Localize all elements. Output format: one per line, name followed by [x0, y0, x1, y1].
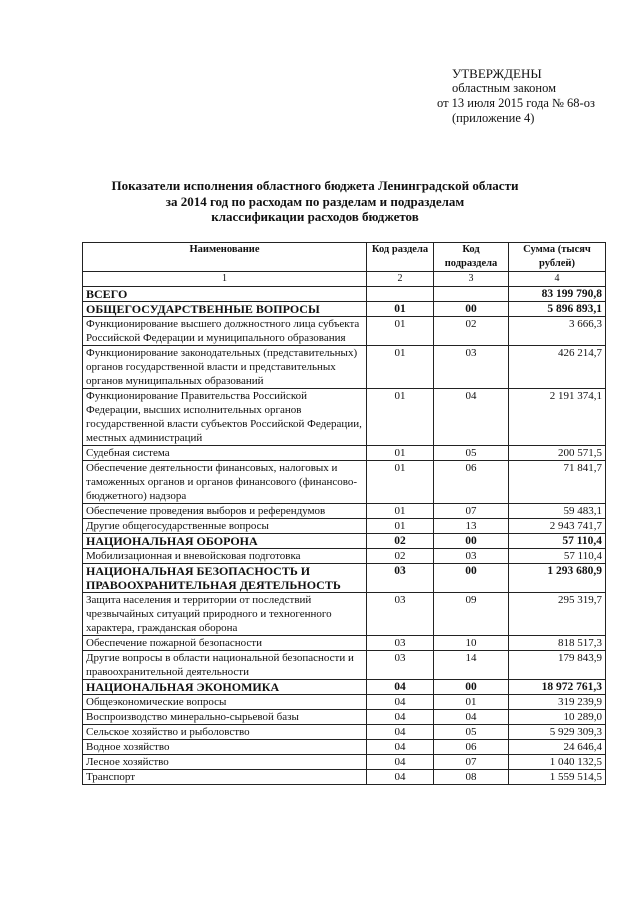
row-sum: 59 483,1: [509, 504, 606, 519]
row-sum: 200 571,5: [509, 446, 606, 461]
column-number: 3: [434, 272, 509, 287]
row-name: Воспроизводство минерально-сырьевой базы: [83, 710, 367, 725]
document-title: [80, 178, 550, 225]
row-section-code: 03: [367, 651, 434, 680]
row-subsection-code: 09: [434, 593, 509, 636]
column-number-row: [83, 272, 606, 287]
row-subsection-code: 10: [434, 636, 509, 651]
row-sum: 24 646,4: [509, 740, 606, 755]
row-sum: 57 110,4: [509, 534, 606, 549]
title-line-1: Показатели исполнения областного бюджета Ленинградской области: [111, 178, 519, 193]
row-name: Транспорт: [83, 770, 367, 785]
header-section-code: Код раздела: [367, 243, 434, 272]
column-number: 1: [83, 272, 367, 287]
row-sum: 1 559 514,5: [509, 770, 606, 785]
row-section-code: 01: [367, 389, 434, 446]
row-sum: 319 239,9: [509, 695, 606, 710]
row-subsection-code: 03: [434, 346, 509, 389]
approval-stamp: [437, 66, 595, 126]
row-section-code: 02: [367, 534, 434, 549]
table-row: [83, 725, 606, 740]
row-section-code: 01: [367, 519, 434, 534]
row-section-code: 04: [367, 680, 434, 695]
row-subsection-code: 07: [434, 755, 509, 770]
column-number: 4: [509, 272, 606, 287]
row-sum: 818 517,3: [509, 636, 606, 651]
title-line-3: классификации расходов бюджетов: [211, 209, 419, 224]
row-sum: 2 191 374,1: [509, 389, 606, 446]
approval-date: от 13 июля 2015 года № 68-оз: [437, 96, 595, 110]
row-sum: 83 199 790,8: [509, 287, 606, 302]
row-subsection-code: 01: [434, 695, 509, 710]
table-row: [83, 317, 606, 346]
row-subsection-code: 04: [434, 710, 509, 725]
row-name: ВСЕГО: [83, 287, 367, 302]
row-section-code: 04: [367, 710, 434, 725]
row-sum: 2 943 741,7: [509, 519, 606, 534]
table-row: [83, 534, 606, 549]
table-row: [83, 636, 606, 651]
row-subsection-code: 06: [434, 740, 509, 755]
table-row: [83, 680, 606, 695]
row-sum: 10 289,0: [509, 710, 606, 725]
row-section-code: 01: [367, 446, 434, 461]
row-section-code: 04: [367, 755, 434, 770]
row-subsection-code: 00: [434, 564, 509, 593]
row-subsection-code: 00: [434, 534, 509, 549]
row-sum: 3 666,3: [509, 317, 606, 346]
header-subsection-code: Код подраздела: [434, 243, 509, 272]
row-section-code: [367, 287, 434, 302]
table-row: [83, 564, 606, 593]
row-subsection-code: 00: [434, 680, 509, 695]
row-name: Мобилизационная и вневойсковая подготовка: [83, 549, 367, 564]
row-sum: 1 293 680,9: [509, 564, 606, 593]
table-row: [83, 389, 606, 446]
row-section-code: 03: [367, 636, 434, 651]
title-line-2: за 2014 год по расходам по разделам и подразделам: [165, 193, 465, 209]
table-row: [83, 651, 606, 680]
row-name: Другие общегосударственные вопросы: [83, 519, 367, 534]
table-row: [83, 593, 606, 636]
row-subsection-code: 08: [434, 770, 509, 785]
row-section-code: 02: [367, 549, 434, 564]
row-sum: 5 896 893,1: [509, 302, 606, 317]
header-sum: Сумма (тысяч рублей): [509, 243, 606, 272]
row-name: Общеэкономические вопросы: [83, 695, 367, 710]
table-row: [83, 710, 606, 725]
approval-appendix: (приложение 4): [452, 111, 535, 125]
row-subsection-code: 04: [434, 389, 509, 446]
row-subsection-code: 05: [434, 446, 509, 461]
row-section-code: 01: [367, 504, 434, 519]
header-name: Наименование: [83, 243, 367, 272]
row-section-code: 03: [367, 593, 434, 636]
row-subsection-code: 06: [434, 461, 509, 504]
table-row: [83, 549, 606, 564]
row-name: Функционирование законодательных (представительных) органов государственной власти и представительных органов муниципальных образований: [83, 346, 367, 389]
approval-heading: УТВЕРЖДЕНЫ: [452, 66, 542, 81]
row-name: ОБЩЕГОСУДАРСТВЕННЫЕ ВОПРОСЫ: [83, 302, 367, 317]
row-subsection-code: 00: [434, 302, 509, 317]
row-subsection-code: 05: [434, 725, 509, 740]
row-name: Сельское хозяйство и рыболовство: [83, 725, 367, 740]
row-sum: 295 319,7: [509, 593, 606, 636]
table-row: [83, 504, 606, 519]
row-section-code: 03: [367, 564, 434, 593]
row-subsection-code: 14: [434, 651, 509, 680]
row-subsection-code: 03: [434, 549, 509, 564]
table-row: [83, 770, 606, 785]
table-row: [83, 695, 606, 710]
row-name: Обеспечение проведения выборов и референдумов: [83, 504, 367, 519]
table-row: [83, 287, 606, 302]
table-row: [83, 346, 606, 389]
row-sum: 71 841,7: [509, 461, 606, 504]
row-sum: 1 040 132,5: [509, 755, 606, 770]
row-section-code: 04: [367, 695, 434, 710]
row-name: НАЦИОНАЛЬНАЯ БЕЗОПАСНОСТЬ И ПРАВООХРАНИТЕЛЬНАЯ ДЕЯТЕЛЬНОСТЬ: [83, 564, 367, 593]
row-name: НАЦИОНАЛЬНАЯ ЭКОНОМИКА: [83, 680, 367, 695]
row-subsection-code: [434, 287, 509, 302]
table-row: [83, 461, 606, 504]
table-row: [83, 302, 606, 317]
row-name: Обеспечение деятельности финансовых, налоговых и таможенных органов и органов финансового (финансово-бюджетного) надзора: [83, 461, 367, 504]
table-header-row: [83, 243, 606, 272]
row-section-code: 01: [367, 346, 434, 389]
approval-law: областным законом: [452, 81, 557, 95]
budget-table-body: [83, 287, 606, 785]
row-name: Функционирование высшего должностного лица субъекта Российской Федерации и муниципального образования: [83, 317, 367, 346]
row-section-code: 01: [367, 461, 434, 504]
budget-table: [82, 242, 606, 785]
column-number: 2: [367, 272, 434, 287]
row-sum: 57 110,4: [509, 549, 606, 564]
row-section-code: 04: [367, 740, 434, 755]
row-section-code: 01: [367, 317, 434, 346]
row-sum: 426 214,7: [509, 346, 606, 389]
row-name: Обеспечение пожарной безопасности: [83, 636, 367, 651]
row-sum: 18 972 761,3: [509, 680, 606, 695]
row-subsection-code: 13: [434, 519, 509, 534]
row-subsection-code: 02: [434, 317, 509, 346]
row-subsection-code: 07: [434, 504, 509, 519]
row-section-code: 01: [367, 302, 434, 317]
row-sum: 179 843,9: [509, 651, 606, 680]
row-sum: 5 929 309,3: [509, 725, 606, 740]
row-section-code: 04: [367, 725, 434, 740]
row-name: Защита населения и территории от последствий чрезвычайных ситуаций природного и техногенного характера, гражданская оборона: [83, 593, 367, 636]
row-name: Функционирование Правительства Российской Федерации, высших исполнительных органов государственной власти субъектов Российской Федерации, местных администраций: [83, 389, 367, 446]
row-section-code: 04: [367, 770, 434, 785]
row-name: Другие вопросы в области национальной безопасности и правоохранительной деятельности: [83, 651, 367, 680]
row-name: Судебная система: [83, 446, 367, 461]
row-name: Водное хозяйство: [83, 740, 367, 755]
table-row: [83, 446, 606, 461]
table-row: [83, 519, 606, 534]
row-name: Лесное хозяйство: [83, 755, 367, 770]
table-row: [83, 740, 606, 755]
row-name: НАЦИОНАЛЬНАЯ ОБОРОНА: [83, 534, 367, 549]
table-row: [83, 755, 606, 770]
